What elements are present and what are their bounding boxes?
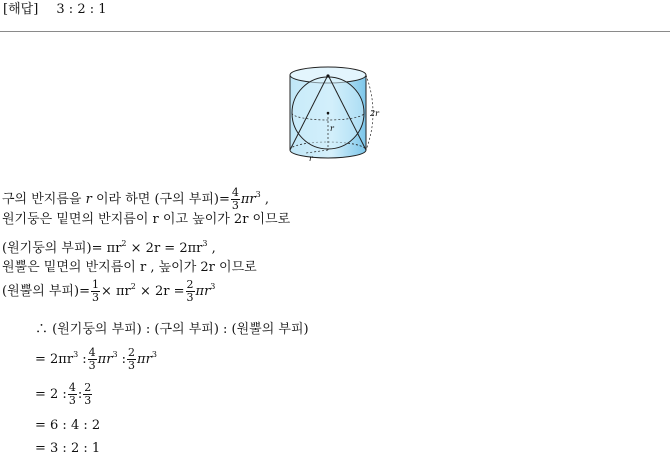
text-segment: × 2r = — [135, 284, 185, 299]
denominator: 3 — [84, 394, 92, 407]
fraction — [231, 187, 240, 212]
exponent: 3 — [255, 190, 261, 199]
pi-r: πr — [137, 352, 152, 367]
numerator: 4 — [68, 381, 76, 394]
sphere-center — [327, 112, 330, 115]
cylinder-dims-line: 원기둥은 밑면의 반지름이 r 이고 높이가 2r 이므로 — [2, 212, 291, 227]
cylinder-sphere-cone-figure — [282, 58, 388, 166]
numerator: 2 — [84, 381, 92, 394]
text-segment: × 2r = 2πr — [126, 241, 203, 256]
ratio-step-2 — [35, 382, 93, 407]
exponent: 3 — [210, 282, 216, 291]
text-segment: , — [260, 192, 270, 207]
exponent: 3 — [202, 239, 208, 248]
text-segment: : — [77, 387, 83, 402]
cone-volume-line — [2, 279, 215, 304]
sphere-volume-line — [2, 187, 269, 212]
base-radius-label: r — [309, 154, 313, 163]
exponent: 3 — [73, 350, 79, 359]
cone-apex — [326, 74, 329, 77]
denominator: 3 — [91, 291, 99, 304]
ratio-step-3: = 6 : 4 : 2 — [35, 418, 101, 433]
radius-symbol: r — [85, 192, 92, 207]
exponent: 3 — [112, 350, 118, 359]
answer-header — [3, 2, 107, 18]
fraction — [91, 279, 100, 304]
text-segment: (원기둥의 부피)= πr — [2, 241, 122, 256]
denominator: 3 — [128, 359, 136, 372]
text-segment: : — [78, 352, 87, 367]
cone-dims-line: 원뿔은 밑면의 반지름이 r , 높이가 2r 이므로 — [2, 260, 257, 275]
text-segment: 구의 반지름을 — [2, 192, 82, 207]
numerator: 4 — [231, 186, 239, 199]
numerator: 4 — [88, 346, 96, 359]
ratio-step-1 — [35, 347, 157, 372]
pi-r: πr — [97, 352, 113, 367]
text-segment: = 2πr — [35, 352, 74, 367]
fraction — [83, 382, 92, 407]
ratio-step-4: = 3 : 2 : 1 — [35, 441, 101, 456]
cylinder-volume-line — [2, 236, 216, 257]
numerator: 2 — [186, 278, 194, 291]
exponent: 2 — [130, 282, 136, 291]
divider — [0, 31, 670, 32]
denominator: 3 — [88, 359, 96, 372]
exponent: 2 — [121, 239, 127, 248]
center-radius-label: r — [330, 124, 334, 133]
text-segment: , — [207, 241, 216, 256]
denominator: 3 — [231, 199, 239, 212]
text-segment: 이라 하면 (구의 부피)= — [95, 192, 230, 207]
pi-r: πr — [195, 284, 211, 299]
therefore-line: ∴ (원기둥의 부피) : (구의 부피) : (원뿔의 부피) — [35, 322, 309, 337]
fraction — [88, 347, 97, 372]
denominator: 3 — [186, 291, 194, 304]
pi-r: πr — [240, 192, 256, 207]
text-segment: = 2 : — [35, 387, 67, 402]
answer-value: 3 : 2 : 1 — [56, 2, 107, 17]
numerator: 2 — [128, 346, 136, 359]
text-segment: : — [117, 352, 127, 367]
numerator: 1 — [91, 278, 99, 291]
text-segment: × πr — [100, 284, 131, 299]
exponent: 3 — [151, 350, 157, 359]
denominator: 3 — [68, 394, 76, 407]
fraction — [186, 279, 195, 304]
fraction — [127, 347, 136, 372]
height-label: 2r — [370, 109, 379, 118]
text-segment: (원뿔의 부피)= — [2, 284, 90, 299]
answer-label: [해답] — [3, 2, 39, 17]
fraction — [68, 382, 77, 407]
